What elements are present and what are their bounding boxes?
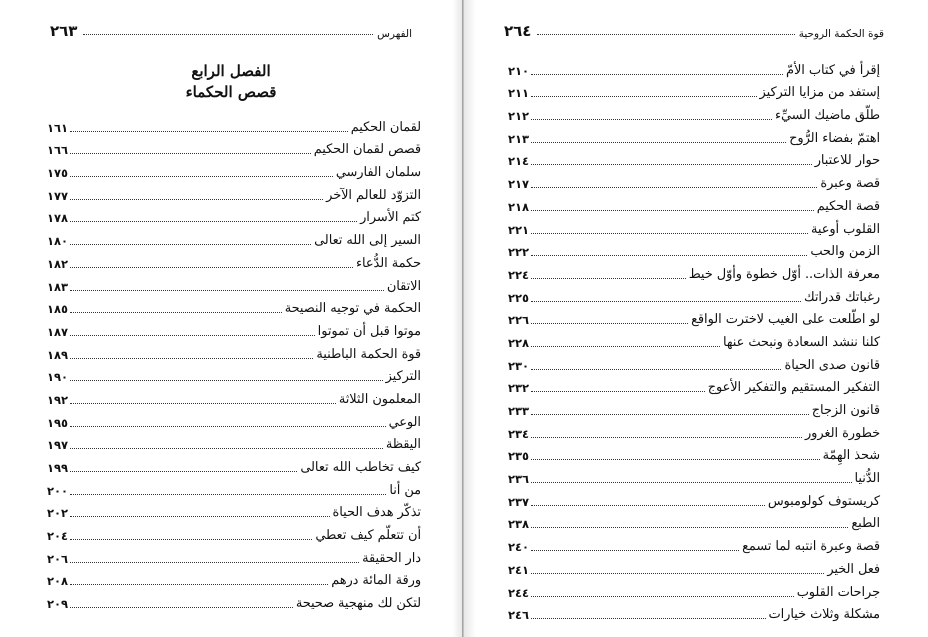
dot-leader [531,414,809,415]
dot-leader [531,164,812,165]
toc-entry-title: قصص لقمان الحكيم [313,142,421,158]
dot-leader [531,573,824,574]
toc-entry-page: ٢٣٢ [508,381,530,396]
toc-entry-title: قصة وعبرة [820,176,880,192]
toc-entry[interactable] [508,464,880,487]
toc-entry-title: قانون الزجاج [811,403,880,418]
toc-entry[interactable] [508,124,880,147]
dot-leader [70,426,386,427]
dot-leader [531,142,786,143]
dot-leader [531,437,802,438]
dot-leader [70,607,293,608]
dot-leader [70,153,311,154]
dot-leader [70,221,357,222]
toc-entry-title: تذكّر هدف الحياة [332,505,421,521]
toc-entry[interactable] [508,79,880,102]
dot-leader [70,358,313,359]
toc-entry-title: المعلمون الثلاثة [338,391,421,407]
toc-entry[interactable] [47,295,421,318]
dot-leader [70,471,297,472]
toc-entry[interactable] [47,476,421,499]
toc-entry-title: سلمان الفارسي [335,165,421,181]
dot-leader [70,131,348,132]
toc-entry-page: ٢١٨ [508,199,530,214]
toc-entry[interactable] [508,260,880,283]
toc-entry-page: ٢٠٤ [47,529,69,544]
dot-leader [531,187,817,188]
dot-leader [531,527,848,528]
toc-entry-page: ٢١٢ [508,109,530,124]
toc-entry[interactable] [47,385,421,408]
toc-entry[interactable] [47,204,421,227]
dot-leader [531,369,781,370]
right-toc-list [508,56,880,623]
toc-entry[interactable] [508,283,880,306]
toc-entry-title: اهتمّ بفضاء الرُّوح [789,130,880,146]
toc-entry[interactable] [47,363,421,386]
toc-entry-title: لتكن لك منهجية صحيحة [295,596,421,612]
toc-entry[interactable] [47,340,421,363]
toc-entry[interactable] [508,555,880,578]
toc-entry-title: موتوا قبل أن تموتوا [317,323,421,339]
toc-entry-page: ١٩٧ [47,438,69,453]
dot-leader [531,255,807,256]
toc-entry[interactable] [47,272,421,295]
running-title: قوة الحكمة الروحية [798,28,884,40]
toc-entry-page: ١٩٠ [47,370,69,385]
toc-entry-title: السير إلى الله تعالى [314,233,421,249]
chapter-heading: الفصل الرابع [191,62,271,80]
dot-leader [531,233,808,234]
toc-entry[interactable] [47,249,421,272]
dot-leader [70,516,329,517]
toc-entry-title: الوعي [388,414,421,430]
toc-entry-title: الدُّنيا [854,471,880,487]
toc-entry-page: ٢٣٠ [508,358,530,373]
toc-entry-page: ١٨٧ [47,324,69,339]
toc-entry-title: كريستوف كولومبوس [767,493,880,509]
toc-entry-title: التفكير المستقيم والتفكير الأعوج [707,380,880,396]
toc-entry-page: ٢٤٤ [508,585,530,600]
toc-entry-title: إقرأ في كتاب الأمّ [786,62,880,78]
toc-entry-page: ٢٣٨ [508,517,530,532]
dot-leader [70,335,315,336]
toc-entry[interactable] [508,192,880,215]
toc-entry-title: الحكمة في توجيه النصيحة [284,301,421,317]
toc-entry[interactable] [47,453,421,476]
toc-entry-page: ١٧٨ [47,211,69,226]
toc-entry[interactable] [508,578,880,601]
page-number: ٢٦٣ [50,22,78,40]
toc-entry-title: طلّق ماضيك السيِّء [774,108,880,124]
toc-entry-title: الزمن والحب [810,244,880,260]
dot-leader [70,562,359,563]
toc-entry[interactable] [47,408,421,431]
toc-entry-title: حكمة الدُّعاء [355,255,421,271]
dot-leader [70,290,384,291]
toc-entry-page: ٢١٤ [508,154,530,169]
toc-entry[interactable] [508,442,880,465]
dot-leader [531,505,765,506]
dot-leader [70,584,328,585]
toc-entry-page: ١٨٢ [47,256,69,271]
dot-leader [70,199,323,200]
toc-entry-title: لو اطّلعت على الغيب لاخترت الواقع [691,312,880,328]
toc-entry-page: ١٨٣ [47,279,69,294]
dot-leader [531,391,705,392]
dot-leader [531,482,851,483]
dot-leader [70,244,311,245]
toc-entry[interactable] [508,351,880,374]
toc-entry[interactable] [508,510,880,533]
dot-leader [531,596,794,597]
header-rule [537,34,794,35]
toc-entry-page: ١٨٥ [47,302,69,317]
dot-leader [70,312,282,313]
toc-entry-title: التركيز [385,369,421,385]
toc-entry-page: ١٩٥ [47,415,69,430]
dot-leader [70,176,333,177]
toc-entry-title: جراحات القلوب [796,584,880,600]
toc-entry[interactable] [47,136,421,159]
toc-entry-page: ١٨٠ [47,234,69,249]
toc-entry-title: قصة وعبرة انتبه لما تسمع [742,539,880,555]
toc-entry-title: دار الحقيقة [362,550,421,566]
toc-entry-page: ١٦١ [47,120,69,135]
toc-entry-title: إستفد من مزايا التركيز [759,85,880,101]
chapter-subheading: قصص الحكماء [185,83,277,101]
toc-entry[interactable] [508,328,880,351]
toc-entry-title: اليقظة [385,437,421,453]
dot-leader [531,119,772,120]
dot-leader [70,539,312,540]
toc-entry-page: ٢٢٦ [508,313,530,328]
toc-entry[interactable] [47,521,421,544]
toc-entry-page: ٢١٧ [508,177,530,192]
toc-entry-page: ٢٠٩ [47,597,69,612]
toc-entry-page: ٢٠٦ [47,551,69,566]
toc-entry-page: ١٩٢ [47,392,69,407]
header-rule [83,34,373,35]
toc-entry[interactable] [508,306,880,329]
toc-entry-title: القلوب أوعية [811,221,880,237]
toc-entry[interactable] [508,487,880,510]
toc-entry-page: ٢٣٧ [508,494,530,509]
toc-entry-page: ١٧٥ [47,166,69,181]
toc-entry-page: ١٨٩ [47,347,69,362]
toc-entry[interactable] [47,567,421,590]
toc-entry-page: ٢١١ [508,86,530,101]
dot-leader [531,74,783,75]
toc-entry-page: ٢٢٥ [508,290,530,305]
toc-entry-title: مشكلة وثلاث خيارات [768,607,880,623]
toc-entry[interactable] [47,589,421,612]
toc-entry-title: كيف تخاطب الله تعالى [300,460,421,475]
left-page-header [50,22,412,40]
dot-leader [531,210,814,211]
toc-entry-page: ٢٠٠ [47,483,69,498]
toc-entry[interactable] [508,56,880,79]
toc-entry[interactable] [508,532,880,555]
toc-entry-title: قوة الحكمة الباطنية [316,346,421,362]
dot-leader [70,494,386,495]
toc-entry[interactable] [47,226,421,249]
toc-entry-title: قانون صدى الحياة [784,357,880,373]
dot-leader [531,301,801,302]
toc-entry[interactable] [508,374,880,397]
toc-entry-page: ٢٠٢ [47,506,69,521]
toc-entry[interactable] [508,101,880,124]
toc-entry-page: ٢٠٨ [47,574,69,589]
toc-entry-title: أن تتعلّم كيف تعطي [315,528,421,544]
dot-leader [531,278,686,279]
toc-entry[interactable] [47,499,421,522]
toc-entry-page: ٢١٠ [508,63,530,78]
toc-entry-title: من أنا [389,482,421,498]
toc-entry-title: خطورة الغرور [804,425,880,441]
toc-entry-page: ٢٢١ [508,222,530,237]
running-title: الفهرس [377,28,412,40]
dot-leader [70,267,353,268]
toc-entry-title: شحذ الهِمّة [822,448,880,464]
toc-entry-page: ٢٤١ [508,562,530,577]
page-number: ٢٦٤ [504,22,532,40]
toc-entry-page: ٢١٣ [508,131,530,146]
toc-entry-title: الاتقان [386,278,421,294]
dot-leader [70,380,383,381]
toc-entry[interactable] [508,396,880,419]
toc-entry-page: ٢٤٦ [508,608,530,623]
dot-leader [531,550,739,551]
toc-entry[interactable] [47,113,421,136]
toc-entry-page: ٢٤٠ [508,540,530,555]
toc-entry[interactable] [508,215,880,238]
toc-entry-page: ٢٢٢ [508,245,530,260]
left-toc-list [47,113,421,612]
toc-entry[interactable] [508,238,880,261]
toc-entry-title: كتم الأسرار [360,210,421,226]
dot-leader [531,346,720,347]
toc-entry-title: معرفة الذات.. أوّل خطوة وأوّل خيط [688,266,880,282]
toc-entry-title: فعل الخير [827,561,880,577]
toc-entry-title: قصة الحكيم [816,198,880,214]
toc-entry-page: ١٧٧ [47,188,69,203]
dot-leader [531,618,765,619]
right-page [463,0,928,637]
toc-entry-page: ٢٣٥ [508,449,530,464]
right-page-header [504,22,884,40]
toc-entry[interactable] [47,317,421,340]
dot-leader [70,448,383,449]
toc-entry[interactable] [508,147,880,170]
toc-entry[interactable] [508,169,880,192]
dot-leader [531,96,756,97]
toc-entry[interactable] [47,181,421,204]
toc-entry[interactable] [47,431,421,454]
toc-entry-page: ٢٣٣ [508,404,530,418]
toc-entry[interactable] [47,544,421,567]
toc-entry-page: ٢٢٨ [508,335,530,350]
toc-entry-title: ورقة المائة درهم [331,573,421,589]
left-page [0,0,463,637]
toc-entry[interactable] [47,158,421,181]
toc-entry-page: ١٩٩ [47,461,69,475]
toc-entry-title: كلنا ننشد السعادة ونبحث عنها [723,334,880,350]
toc-entry-page: ١٦٦ [47,143,69,158]
toc-entry-title: رغباتك قدراتك [804,289,880,305]
dot-leader [531,323,688,324]
toc-entry[interactable] [508,601,880,624]
dot-leader [531,459,820,460]
dot-leader [70,403,336,404]
toc-entry-page: ٢٢٤ [508,267,530,282]
toc-entry-title: حوار للاعتبار [814,153,880,169]
toc-entry-title: الطبع [851,516,880,532]
toc-entry-title: التزوّد للعالم الآخر [326,187,421,203]
toc-entry-page: ٢٣٤ [508,426,530,441]
toc-entry-page: ٢٣٦ [508,472,530,487]
toc-entry[interactable] [508,419,880,442]
toc-entry-title: لقمان الحكيم [350,119,421,135]
